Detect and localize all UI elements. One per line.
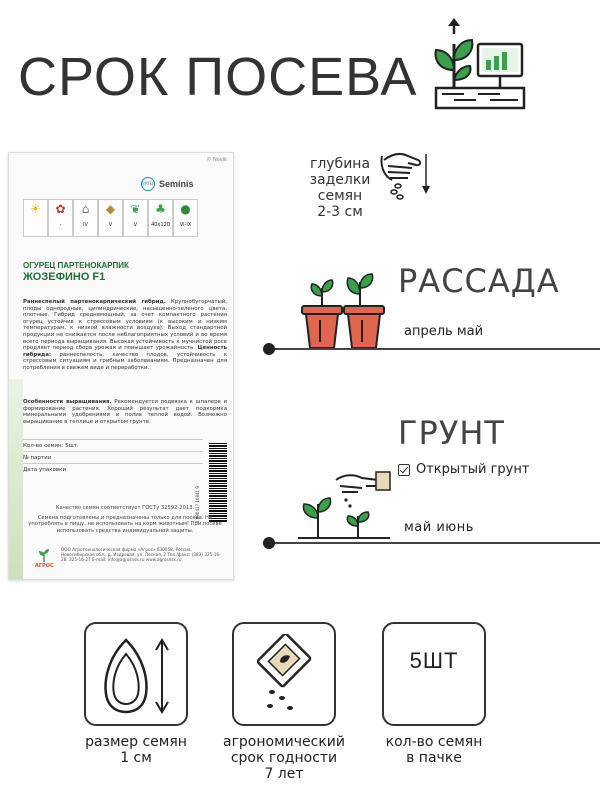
divider (23, 463, 203, 464)
timeline-dot (263, 537, 275, 549)
hand-watering-seedlings-icon (296, 460, 392, 544)
shelf-life-card (232, 622, 336, 726)
seed-size-icon (100, 634, 176, 716)
growing-features: Особенности выращивания. Рекомендуется подвязка к шпалере и формирование растения. Хороший результат дает подкормка минеральными удобрениями и полив теплой водой. Возможно выращивание в теплице и открытом грунте. (23, 399, 227, 425)
seed-packet (8, 152, 234, 580)
seed-bag-pouring-icon (250, 634, 322, 716)
seedlings-heading: РАССАДА (398, 262, 560, 300)
company-info: ООО Агротехнологическая фирма «Агрос» 630058, Россия, Новосибирская обл., д. Издревая, ул. Лесная, 2 Тел./факс: (383) 325-16-28, 325-16-27 E-mail: info@agrosnsk.ru www.agrosnsk.ru (61, 547, 221, 563)
packet-brand: Seminis (159, 179, 194, 189)
bayer-logo: BAYER (141, 177, 155, 191)
seed-packet-icon: ◆ V (98, 199, 123, 237)
barcode-number: 4 690417 10841 9 (195, 486, 200, 523)
sun-icon: ☀ (23, 199, 48, 237)
seed-quantity-value: 5ШТ (409, 648, 459, 673)
seedling-growth-chart-icon (428, 14, 528, 114)
seed-quantity-card (382, 622, 486, 726)
shelf-life-label: агрономический срок годности 7 лет (222, 734, 345, 782)
variety-type: ОГУРЕЦ ПАРТЕНОКАРПИК (23, 261, 129, 270)
seedling-pots-icon (300, 272, 386, 350)
batch-number: № партии (23, 455, 52, 461)
sowing-depth-label: глубина заделки семян 2-3 см (309, 156, 371, 220)
packet-copyright: © Novik (206, 157, 227, 163)
seedlings-months: апрель май (404, 324, 484, 339)
spacing-icon: ♣ 40x120 (148, 199, 173, 237)
seed-count: Кол-во семян: 5шт. (23, 443, 79, 449)
greenhouse-icon: ⌂ IV (73, 199, 98, 237)
open-ground-option: Открытый грунт (398, 462, 529, 477)
packet-description: Раннеспелый партенокарпический гибрид. Крупнобугорчатый, плоды однородные, цилиндрические, насыщенно-зеленого цвета, плотные. Гибрид среднемощный, за счет компактного растения огурец устойчив к стрессовым условиям (к высоким и низким температурам, к низкой влажности воздуха). Выход стандартной продукции не снижается после неблагоприятных условий и во время всего периода выращивания. Высокая устойчивость к мучнистой росе продляет период сбора урожая и повышает урожайность. Ценность гибрида: раннеспелость, качество плодов, устойчивость к стрессовым ситуациям и грибным заболеваниям. Предназначен для потребления в свежем виде и переработки. (23, 299, 228, 371)
agros-logo-icon (37, 547, 51, 563)
packet-image-strip (9, 379, 23, 579)
agros-logo-text: АГРОС (35, 563, 54, 569)
quality-note: Качество семян соответствует ГОСТу 32592-2013. Семена подготовлены и предназначены только для посева. Не употреблять в пищу, не использовать на корм животным! При посеве использовать средства индивидуальной защиты. (28, 505, 222, 534)
variety-name: ЖОЗЕФИНО F1 (23, 271, 106, 283)
pack-date: Дата упаковки (23, 467, 67, 473)
timeline-dot (263, 343, 275, 355)
seed-size-card (84, 622, 188, 726)
ground-heading: ГРУНТ (398, 414, 505, 452)
seedlings-timeline (268, 348, 600, 350)
divider (23, 439, 203, 440)
packet-icon-row (23, 199, 223, 237)
ground-timeline (268, 542, 600, 544)
divider (23, 451, 203, 452)
flower-icon: ✿ - (48, 199, 73, 237)
checkbox-checked-icon (398, 464, 410, 476)
ground-months: май июнь (404, 520, 474, 535)
seed-quantity-label: кол-во семян в пачке (385, 734, 483, 766)
transplant-icon: ❦ V (123, 199, 148, 237)
seed-size-label: размер семян 1 см (85, 734, 187, 766)
harvest-icon: ● VI-IX (173, 199, 198, 237)
hand-sowing-icon (378, 146, 432, 202)
page-title: СРОК ПОСЕВА (18, 47, 418, 107)
